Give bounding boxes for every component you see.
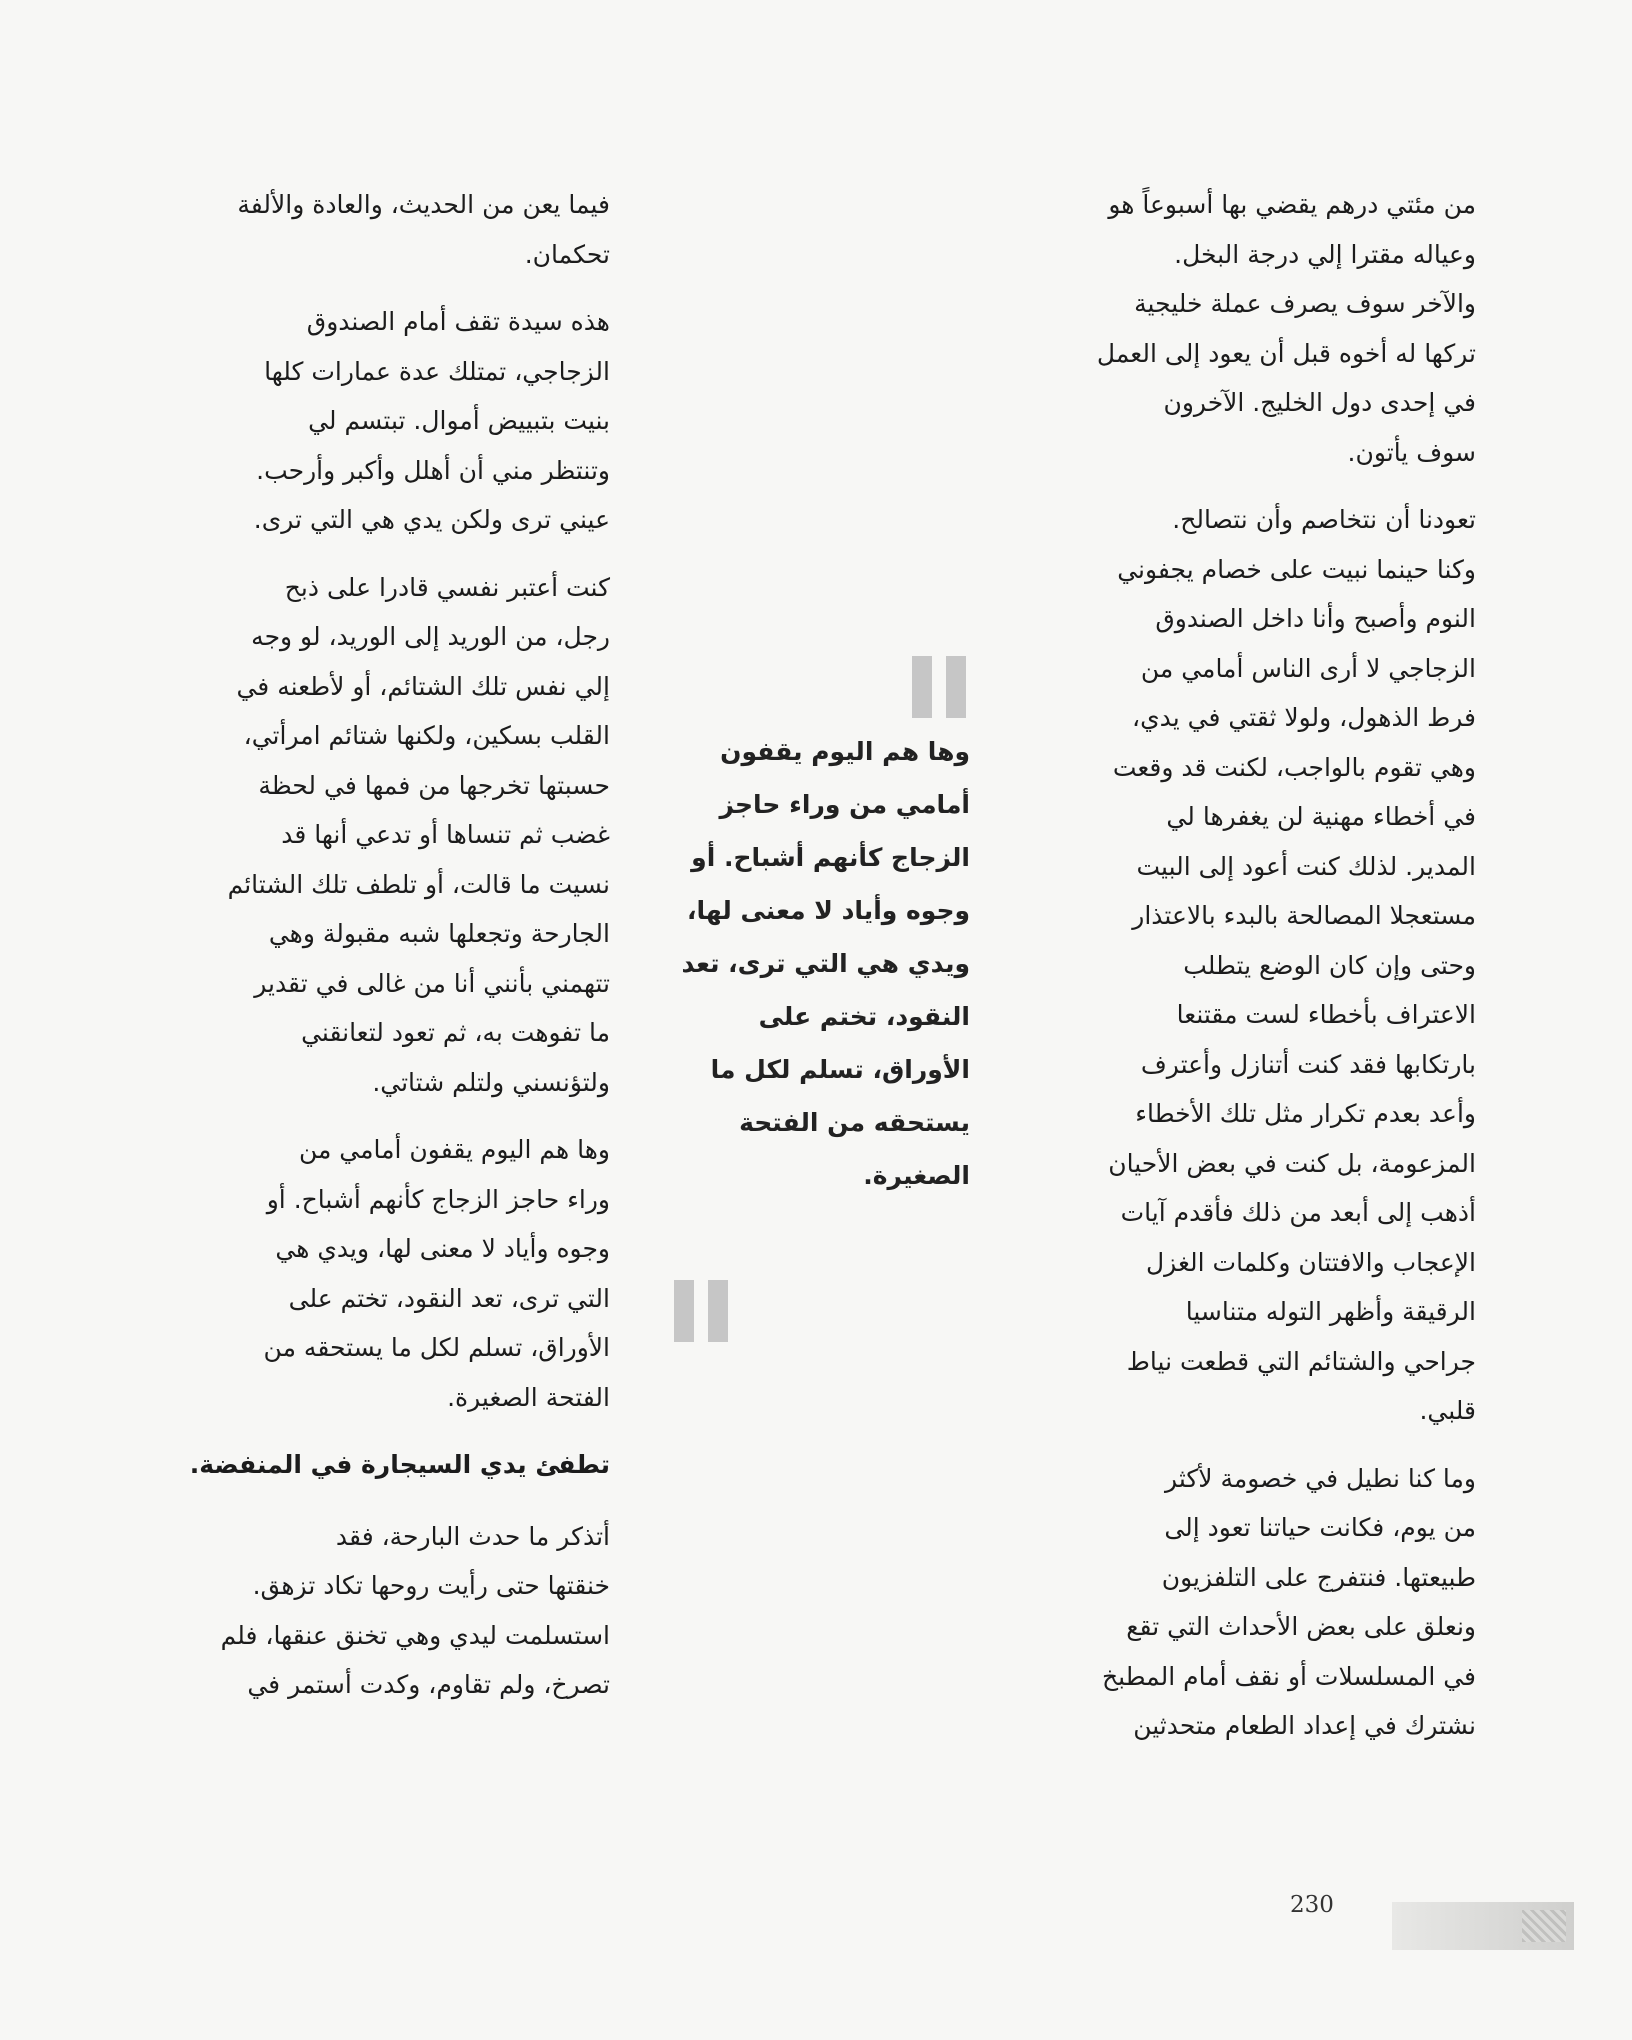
paragraph: وما كنا نطيل في خصومة لأكثر من يوم، فكانت حياتنا تعود إلى طبيعتها. فنتفرج على التلفزيون ونعلق على بعض الأحداث التي تقع في المسلسلات أو نقف أمام المطبخ نشترك في إعداد الطعام متحدثين [1101,1463,1476,1740]
right-text-column [1008,180,1476,1769]
paragraph: تعودنا أن نتخاصم وأن نتصالح. وكنا حينما نبيت على خصام يجفوني النوم وأصبح وأنا داخل الصندوق الزجاجي لا أرى الناس أمامي من فرط الذهول، ولولا ثقتي في يدي، وهي تقوم بالواجب، لكنت قد وقعت في أخطاء مهنية لن يغفرها لي المدير. لذلك كنت أعود إلى البيت مستعجلا المصالحة بالبدء بالاعتذار وحتى وإن كان الوضع يتطلب الاعتراف بأخطاء لست مقتنعا بارتكابها فقد كنت أتنازل وأعترف وأعد بعدم تكرار مثل تلك الأخطاء المزعومة، بل كنت في بعض الأحيان أذهب إلى أبعد من ذلك فأقدم آيات الإعجاب والافتتان وكلمات الغزل الرقيقة وأظهر التوله متناسيا جراحي والشتائم التي قطعت نياط قلبي. [1108,505,1476,1425]
left-text-column [142,180,610,1728]
paragraph: أتذكر ما حدث البارحة، فقد خنقتها حتى رأيت روحها تكاد تزهق. استسلمت ليدي وهي تخنق عنقها، فلم تصرخ، ولم تقاوم، وكدت أستمر في [220,1521,610,1699]
paragraph: وها هم اليوم يقفون أمامي من وراء حاجز الزجاج كأنهم أشباح. أو وجوه وأياد لا معنى لها، ويدي هي التي ترى، تعد النقود، تختم على الأوراق، تسلم لكل ما يستحقه من الفتحة الصغيرة. [263,1135,610,1412]
paragraph: هذه سيدة تقف أمام الصندوق الزجاجي، تمتلك عدة عمارات كلها بنيت بتبييض أموال. تبتسم لي وتنتظر مني أن أهلل وأكبر وأرحب. عيني ترى ولكن يدي هي التي ترى. [253,307,610,534]
footer-decoration [1392,1902,1574,1950]
paragraph: من مئتي درهم يقضي بها أسبوعاً هو وعياله مقترا إلي درجة البخل. والآخر سوف يصرف عملة خليجية تركها له أخوه قبل أن يعود إلى العمل في إحدى دول الخليج. الآخرون سوف يأتون. [1096,190,1476,467]
paragraph: كنت أعتبر نفسي قادرا على ذبح رجل، من الوريد إلى الوريد، لو وجه إلي نفس تلك الشتائم، أو لأطعنه في القلب بسكين، ولكنها شتائم امرأتي، حسبتها تخرجها من فمها في لحظة غضب ثم تنساها أو تدعي أنها قد نسيت ما قالت، أو تلطف تلك الشتائم الجارحة وتجعلها شبه مقبولة وهي تتهمني بأنني أنا من غالى في تقدير ما تفوهت به، ثم تعود لتعانقني ولتؤنسني ولتلم شتاتي. [227,572,610,1097]
paragraph: فيما يعن من الحديث، والعادة والألفة تحكمان. [237,190,610,269]
pull-quote-open-mark [912,656,972,722]
page-number: 230 [1290,1892,1334,1918]
section-heading: تطفئ يدي السيجارة في المنفضة. [189,1450,610,1479]
pull-quote: وها هم اليوم يقفون أمامي من وراء حاجز الزجاج كأنهم أشباح. أو وجوه وأياد لا معنى لها، ويدي هي التي ترى، تعد النقود، تختم على الأوراق، تسلم لكل ما يستحقه من الفتحة الصغيرة. [681,737,970,1190]
pull-quote-close-mark [674,1280,734,1346]
